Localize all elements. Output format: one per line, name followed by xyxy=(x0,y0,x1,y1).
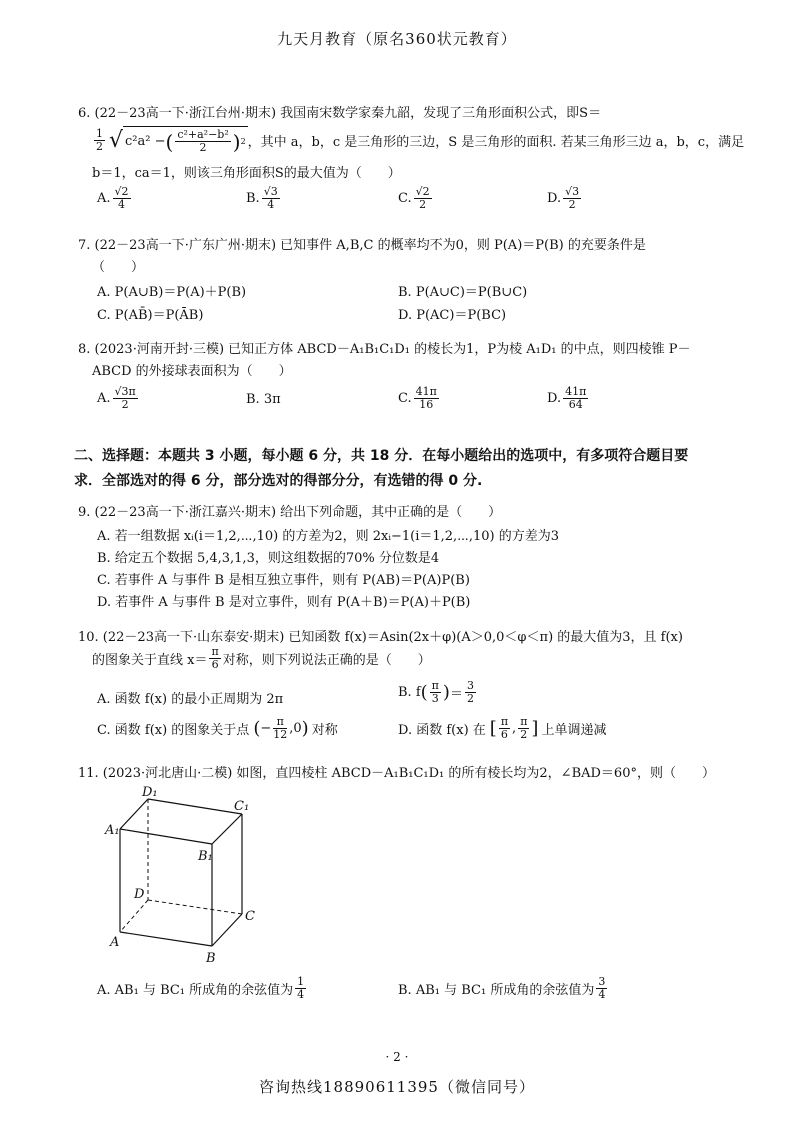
footer-hotline: 咨询热线18890611395（微信同号） xyxy=(259,1078,535,1096)
label-b1: B₁ xyxy=(198,849,213,864)
q6-line3: b＝1，ca＝1，则该三角形面积S的最大值为（ ） xyxy=(92,166,401,181)
q6-half: $\frac{1}{2}$ xyxy=(96,126,103,153)
q9-line1: 9. (22－23高一下·浙江嘉兴·期末) 给出下列命题，其中正确的是（ ） xyxy=(78,505,502,520)
q6-line2-rest: ，其中 a，b，c 是三角形的三边，S 是三角形的面积. 若某三角形三边 a，b，c，满足 xyxy=(247,134,745,150)
label-d1: D₁ xyxy=(142,785,158,800)
q9-option-d[interactable]: D. 若事件 A 与事件 B 是对立事件，则有 P(A＋B)＝P(A)＋P(B) xyxy=(97,595,471,610)
q6-option-a[interactable]: A. $\frac{√2}{4}$ xyxy=(97,185,129,211)
q8-option-a[interactable]: A. $\frac{√3\pi}{2}$ xyxy=(97,385,136,411)
q6-line1: 6. (22－23高一下·浙江台州·期末) 我国南宋数学家秦九韶，发现了三角形面积公式，即S＝ xyxy=(78,106,602,121)
edge-dc-hidden xyxy=(148,900,242,914)
edge-ab xyxy=(120,932,212,946)
q7-option-c[interactable]: C. P(AB̄)＝P(ĀB) xyxy=(97,308,204,323)
q9-option-b[interactable]: B. 给定五个数据 5,4,3,1,3，则这组数据的70% 分位数是4 xyxy=(97,551,440,566)
q9-option-c[interactable]: C. 若事件 A 与事件 B 是相互独立事件，则有 P(AB)＝P(A)P(B) xyxy=(97,573,470,588)
q7-option-a[interactable]: A. P(A∪B)＝P(A)＋P(B) xyxy=(97,285,247,300)
label-c1: C₁ xyxy=(234,799,250,814)
section2-heading-line2: 求．全部选对的得 6 分，部分选对的得部分分，有选错的得 0 分. xyxy=(74,473,483,489)
q6-option-d[interactable]: D. $\frac{√3}{2}$ xyxy=(547,185,580,211)
q11-option-b[interactable]: B. AB₁ 与 BC₁ 所成角的余弦值为 $\frac{3}{4}$ xyxy=(398,975,606,1001)
q11-line1: 11. (2023·河北唐山·二模) 如图，直四棱柱 ABCD－A₁B₁C₁D₁ 的所有棱长均为2，∠BAD＝60°，则（ ） xyxy=(78,766,715,781)
q7-option-b[interactable]: B. P(A∪C)＝P(B∪C) xyxy=(398,285,528,300)
q10-option-c[interactable]: C. 函数 f(x) 的图象关于点 ( − $\frac{\pi}{12}$ ,0 ) 对称 xyxy=(97,715,338,741)
q10-line1: 10. (22－23高一下·山东泰安·期末) 已知函数 f(x)＝Asin(2x＋φ)(A＞0,0＜φ＜π) 的最大值为3，且 f(x) xyxy=(78,630,683,645)
edge-d1c1 xyxy=(148,799,242,814)
page-header: 九天月教育（原名360状元教育） xyxy=(277,30,517,48)
label-a: A xyxy=(110,935,120,950)
q7-line1: 7. (22－23高一下·广东广州·期末) 已知事件 A,B,C 的概率均不为0，则 P(A)＝P(B) 的充要条件是 xyxy=(78,238,646,253)
edge-bc xyxy=(212,914,242,946)
q11-option-a[interactable]: A. AB₁ 与 BC₁ 所成角的余弦值为 $\frac{1}{4}$ xyxy=(97,975,305,1001)
label-a1: A₁ xyxy=(105,823,120,838)
q10-option-b[interactable]: B. f ( $\frac{\pi}{3}$ ) ＝ $\frac{3}{2}$ xyxy=(398,679,474,705)
label-c: C xyxy=(245,909,255,924)
q9-option-a[interactable]: A. 若一组数据 xᵢ(i＝1,2,⋯,10) 的方差为2，则 2xᵢ−1(i＝1,2,⋯,10) 的方差为3 xyxy=(97,529,560,544)
q10-option-d[interactable]: D. 函数 f(x) 在 [ $\frac{\pi}{6}$ , $\frac{\pi}{2}$ ] 上单调递减 xyxy=(398,715,607,741)
q6-formula-inner: c²a² − xyxy=(125,134,166,149)
prism-figure xyxy=(100,782,270,972)
label-b: B xyxy=(206,951,216,966)
q8-line2: ABCD 的外接球表面积为（ ） xyxy=(92,364,292,379)
q6-option-c[interactable]: C. $\frac{√2}{2}$ xyxy=(398,185,430,211)
q6-formula: $\frac{1}{2}$ √ c²a² − ( $\frac{\text{c²+a²−b²}}{2}$ ) 2 ，其中 a，b，c 是三角形的三边，S 是三角形的面积. 若某三角形三边 a，b，c，满足 xyxy=(96,126,745,154)
q8-option-c[interactable]: C. $\frac{41\pi}{16}$ xyxy=(398,385,437,411)
edge-a1b1 xyxy=(120,829,212,844)
page-number: · 2 · xyxy=(385,1050,409,1064)
q8-option-b[interactable]: B. 3π xyxy=(246,392,281,407)
q8-option-d[interactable]: D. $\frac{41\pi}{64}$ xyxy=(547,385,587,411)
label-d: D xyxy=(134,887,145,902)
q7-option-d[interactable]: D. P(AC)＝P(BC) xyxy=(398,308,507,323)
q8-line1: 8. (2023·河南开封·三模) 已知正方体 ABCD－A₁B₁C₁D₁ 的棱长为1，P为棱 A₁D₁ 的中点，则四棱锥 P－ xyxy=(78,342,691,357)
q10-line2: 的图象关于直线 x＝ $\frac{\pi}{6}$ 对称，则下列说法正确的是（ ） xyxy=(92,645,431,671)
edge-a1d1 xyxy=(120,799,148,829)
edge-b1c1 xyxy=(212,814,242,844)
section2-heading-line1: 二、选择题：本题共 3 小题，每小题 6 分，共 18 分．在每小题给出的选项中，有多项符合题目要 xyxy=(74,448,689,464)
q10-option-a[interactable]: A. 函数 f(x) 的最小正周期为 2π xyxy=(97,692,284,707)
q6-option-b[interactable]: B. $\frac{√3}{4}$ xyxy=(246,185,278,211)
q7-line2: （ ） xyxy=(92,260,145,275)
edge-ad-hidden xyxy=(120,900,148,932)
